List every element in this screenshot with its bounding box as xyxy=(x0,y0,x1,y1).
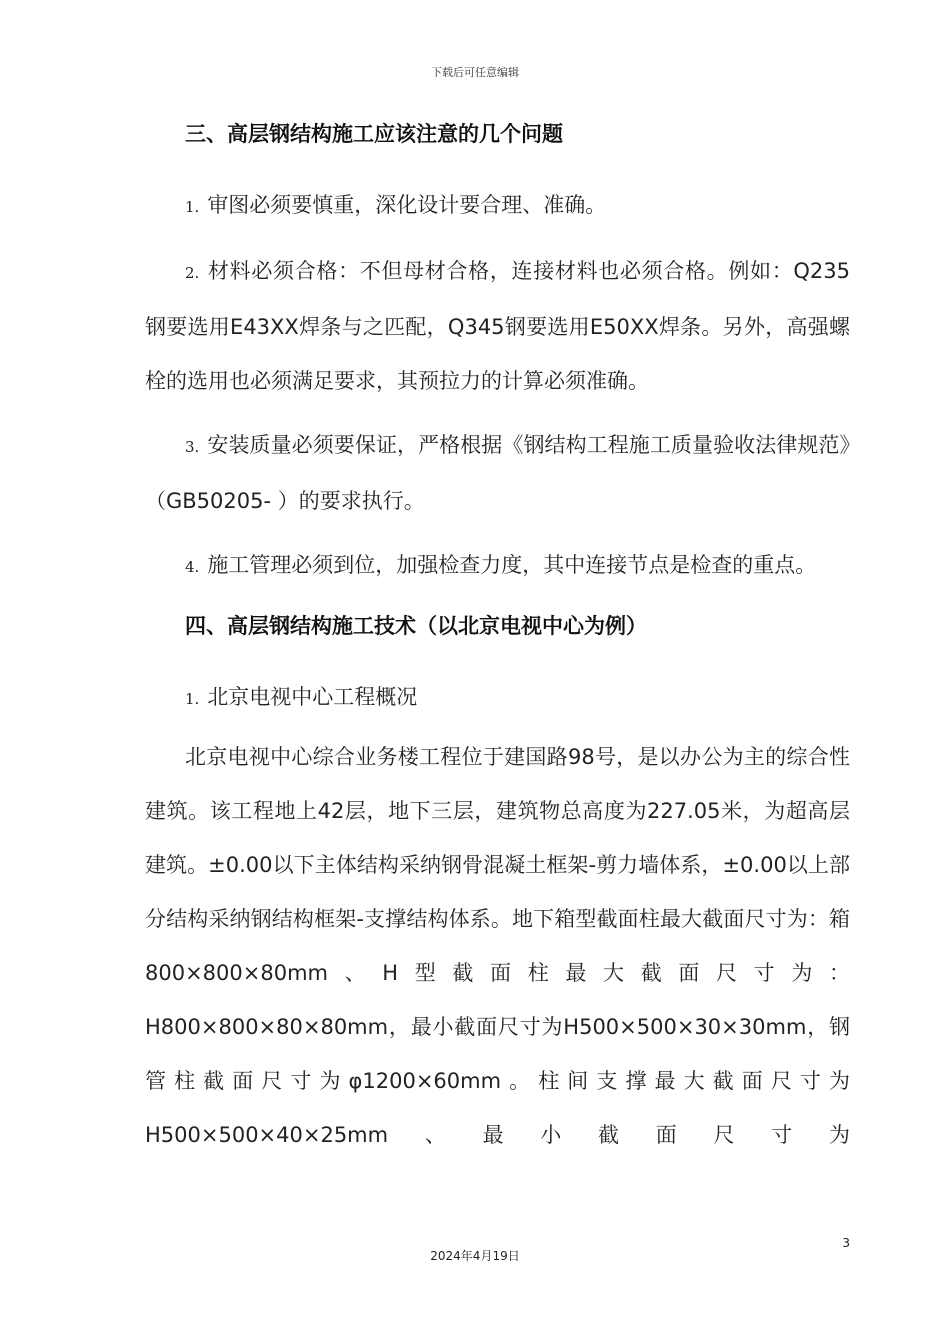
item-text: 施工管理必须到位，加强检查力度，其中连接节点是检查的重点。 xyxy=(207,553,817,577)
list-item xyxy=(145,670,850,726)
item-number: 3. xyxy=(185,438,200,456)
item-number: 1. xyxy=(185,198,200,216)
item-text: 北京电视中心工程概况 xyxy=(207,685,418,709)
item-text: 审图必须要慎重，深化设计要合理、准确。 xyxy=(207,193,607,217)
section-4-heading: 四、高层钢结构施工技术（以北京电视中心为例） xyxy=(185,614,647,638)
page-number: 3 xyxy=(842,1236,850,1250)
item-number: 1. xyxy=(185,690,200,708)
section-3-heading: 三、高层钢结构施工应该注意的几个问题 xyxy=(185,122,563,146)
page-footer-date: 2024年4月19日 xyxy=(430,1249,520,1263)
item-text: 安装质量必须要保证，严格根据《钢结构工程施工质量验收法律规范》（GB50205- ）的要求执行。 xyxy=(145,433,850,513)
item-number: 2. xyxy=(185,264,200,282)
body-paragraph: 北京电视中心综合业务楼工程位于建国路98号，是以办公为主的综合性建筑。该工程地上42层，地下三层，建筑物总高度为227.05米，为超高层建筑。±0.00以下主体结构采纳钢骨混凝土框架-剪力墙体系，±0.00以上部分结构采纳钢结构框架-支撑结构体系。地下箱型截面柱最大截面尺寸为：箱800×800×80mm、H型截面柱最大截面尺寸为：H800×800×80×80mm，最小截面尺寸为H500×500×30×30mm，钢管柱截面尺寸为φ1200×60mm。柱间支撑最大截面尺寸为H500×500×40×25mm、最小截面尺寸为 xyxy=(145,745,850,1147)
list-item xyxy=(145,418,850,528)
item-number: 4. xyxy=(185,558,200,576)
item-text: 材料必须合格：不但母材合格，连接材料也必须合格。例如：Q235钢要选用E43XX焊条与之匹配，Q345钢要选用E50XX焊条。另外，高强螺栓的选用也必须满足要求，其预拉力的计算必须准确。 xyxy=(145,259,850,393)
list-item xyxy=(145,178,850,234)
page-header: 下载后可任意编辑 xyxy=(431,66,519,79)
document-body xyxy=(145,112,850,1172)
list-item xyxy=(145,244,850,408)
list-item xyxy=(145,538,850,594)
